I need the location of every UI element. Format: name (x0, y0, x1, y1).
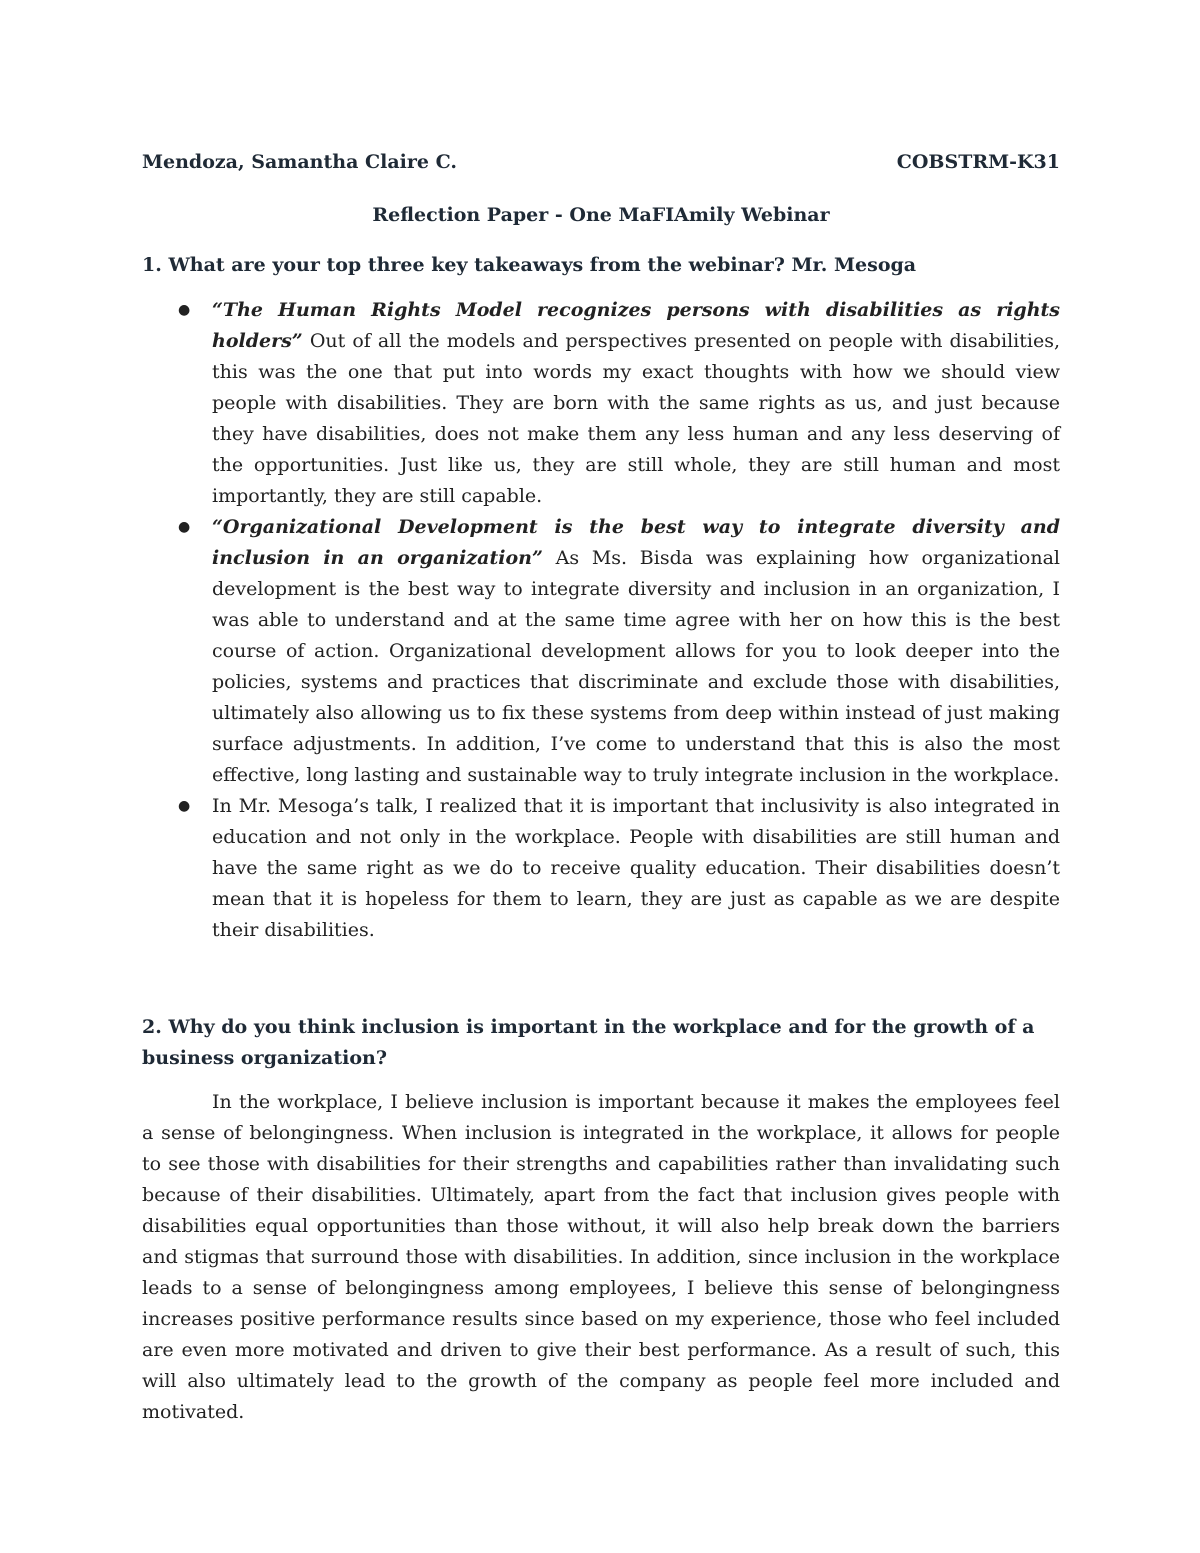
document-header (142, 150, 1060, 174)
bullet-icon: ● (178, 798, 191, 814)
takeaways-list (142, 295, 1060, 946)
takeaway-quote: “Organizational Development is the best way to integrate diversity and inclusion in an organization” (212, 516, 1060, 569)
takeaway-text: Out of all the models and perspectives presented on people with disabilities, this was the one that put into words my exact thoughts with how we should view people with disabilities. They are born with the same rights as us, and just because they have disabilities, does not make them any less human and any less deserving of the opportunities. Just like us, they are still whole, they are still human and most importantly, they are still capable. (212, 330, 1060, 507)
document-title: Reflection Paper - One MaFIAmily Webinar (372, 204, 830, 226)
takeaway-text: As Ms. Bisda was explaining how organizational development is the best way to integrate diversity and inclusion in an organization, I was able to understand and at the same time agree with her on how this is the best course of action. Organizational development allows for you to look deeper into the policies, systems and practices that discriminate and exclude those with disabilities, ultimately also allowing us to fix these systems from deep within instead of just making surface adjustments. In addition, I’ve come to understand that this is also the most effective, long lasting and sustainable way to truly integrate inclusion in the workplace. (212, 547, 1060, 786)
takeaway-item (142, 791, 1060, 946)
question-1: 1. What are your top three key takeaways from the webinar? Mr. Mesoga (142, 254, 917, 276)
document-page (142, 150, 1060, 1447)
student-name: Mendoza, Samantha Claire C. (142, 151, 457, 173)
question-2: 2. Why do you think inclusion is important in the workplace and for the growth of a business organization? (142, 1016, 1035, 1069)
takeaway-text: In Mr. Mesoga’s talk, I realized that it is important that inclusivity is also integrated in education and not only in the workplace. People with disabilities are still human and have the same right as we do to receive quality education. Their disabilities doesn’t mean that it is hopeless for them to learn, they are just as capable as we are despite their disabilities. (212, 795, 1060, 941)
takeaway-quote: “The Human Rights Model recognizes persons with disabilities as rights holders” (212, 299, 1060, 352)
bullet-icon: ● (178, 519, 191, 535)
class-section: COBSTRM-K31 (896, 151, 1060, 173)
bullet-icon: ● (178, 302, 191, 318)
takeaway-item (142, 512, 1060, 791)
takeaway-item (142, 295, 1060, 512)
answer-paragraph: In the workplace, I believe inclusion is important because it makes the employees feel a sense of belongingness. When inclusion is integrated in the workplace, it allows for people to see those with disabilities for their strengths and capabilities rather than invalidating such because of their disabilities. Ultimately, apart from the fact that inclusion gives people with disabilities equal opportunities than those without, it will also help break down the barriers and stigmas that surround those with disabilities. In addition, since inclusion in the workplace leads to a sense of belongingness among employees, I believe this sense of belongingness increases positive performance results since based on my experience, those who feel included are even more motivated and driven to give their best performance. As a result of such, this will also ultimately lead to the growth of the company as people feel more included and motivated. (142, 1091, 1060, 1423)
